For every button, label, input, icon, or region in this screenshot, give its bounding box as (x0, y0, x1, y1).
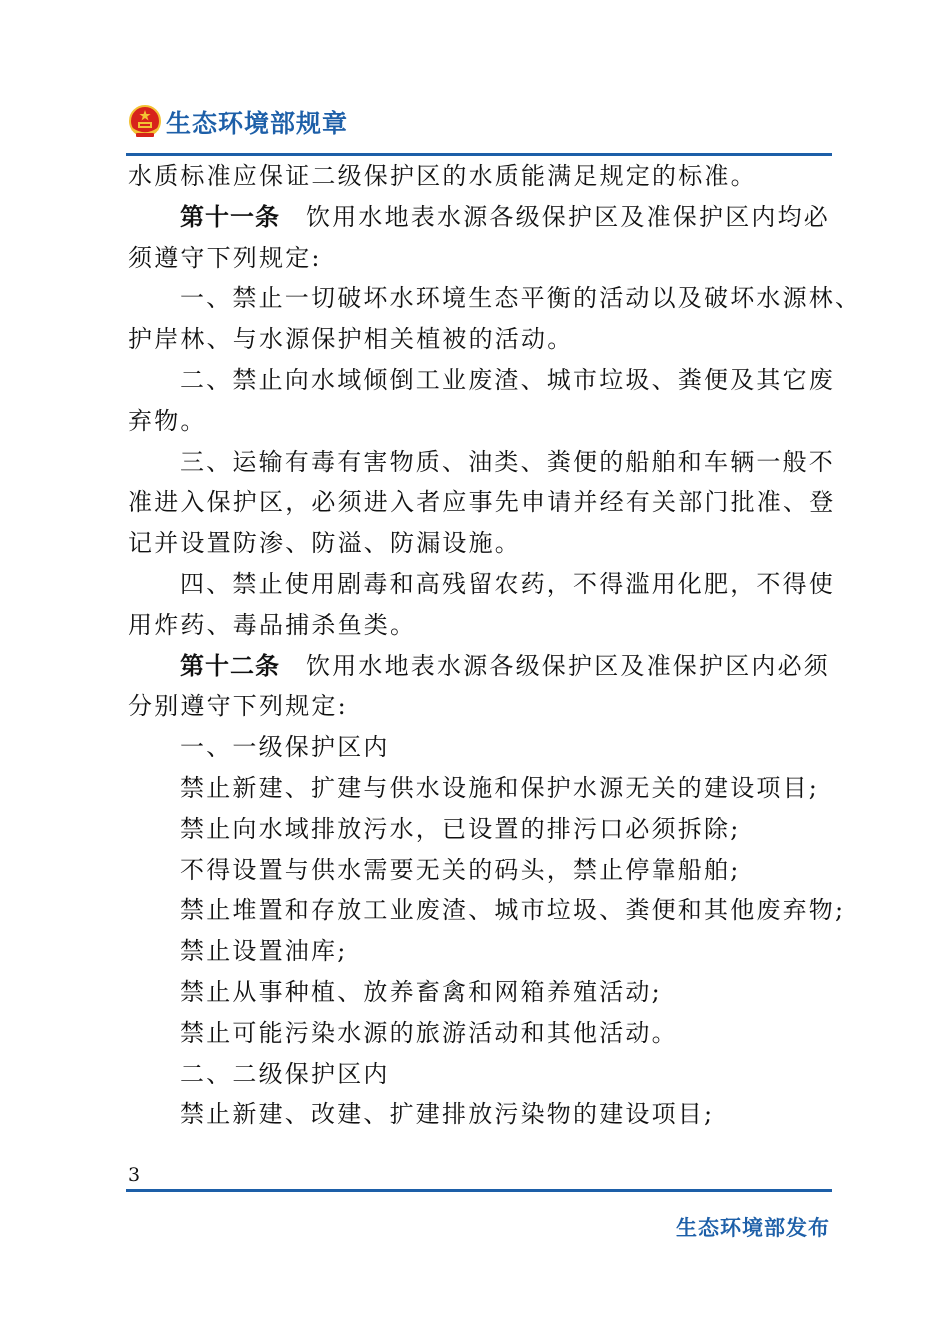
text-line: 一、一级保护区内 (180, 733, 390, 762)
text-line: 禁止设置油库; (180, 937, 348, 966)
article-11-label: 第十一条 (180, 202, 280, 231)
text-line: 分别遵守下列规定: (128, 692, 348, 721)
page-number: 3 (128, 1164, 141, 1186)
article-12-label: 第十二条 (180, 651, 280, 680)
text-line: 三、运输有毒有害物质、油类、粪便的船舶和车辆一般不 (180, 447, 835, 476)
page-header (128, 98, 348, 146)
text-line: 水质标准应保证二级保护区的水质能满足规定的标准。 (128, 162, 757, 190)
footer-divider (126, 1189, 832, 1192)
text-line: 一、禁止一切破坏水环境生态平衡的活动以及破坏水源林、 (180, 284, 862, 313)
text-line: 禁止可能污染水源的旅游活动和其他活动。 (180, 1018, 678, 1047)
article-heading: 第十一条 饮用水地表水源各级保护区及准保护区内均必 (180, 202, 830, 231)
text-line: 护岸林、与水源保护相关植被的活动。 (128, 325, 574, 354)
text-line: 禁止从事种植、放养畜禽和网箱养殖活动; (180, 977, 662, 1006)
text-line: 不得设置与供水需要无关的码头，禁止停靠船舶; (180, 855, 741, 884)
national-emblem-icon (128, 105, 162, 139)
text-line: 记并设置防渗、防溢、防漏设施。 (128, 529, 521, 558)
header-title: 生态环境部规章 (166, 109, 349, 138)
article-heading: 第十二条 饮用水地表水源各级保护区及准保护区内必须 (180, 651, 830, 680)
text-line: 四、禁止使用剧毒和高残留农药，不得滥用化肥，不得使 (180, 569, 835, 598)
text-line: 二、二级保护区内 (180, 1059, 390, 1088)
document-body (128, 156, 862, 1135)
text-line: 用炸药、毒品捕杀鱼类。 (128, 610, 417, 639)
text-line: 二、禁止向水域倾倒工业废渣、城市垃圾、粪便及其它废 (180, 365, 835, 394)
footer-publisher: 生态环境部发布 (676, 1216, 830, 1240)
text-line: 禁止新建、扩建与供水设施和保护水源无关的建设项目; (180, 773, 820, 802)
text-line: 弃物。 (128, 406, 207, 435)
text-line: 禁止新建、改建、扩建排放污染物的建设项目; (180, 1100, 715, 1129)
text-line: 禁止向水域排放污水，已设置的排污口必须拆除; (180, 814, 741, 843)
text-line: 须遵守下列规定: (128, 243, 322, 272)
text-line: 准进入保护区，必须进入者应事先申请并经有关部门批准、登 (128, 488, 836, 517)
text-line: 禁止堆置和存放工业废渣、城市垃圾、粪便和其他废弃物; (180, 896, 846, 925)
